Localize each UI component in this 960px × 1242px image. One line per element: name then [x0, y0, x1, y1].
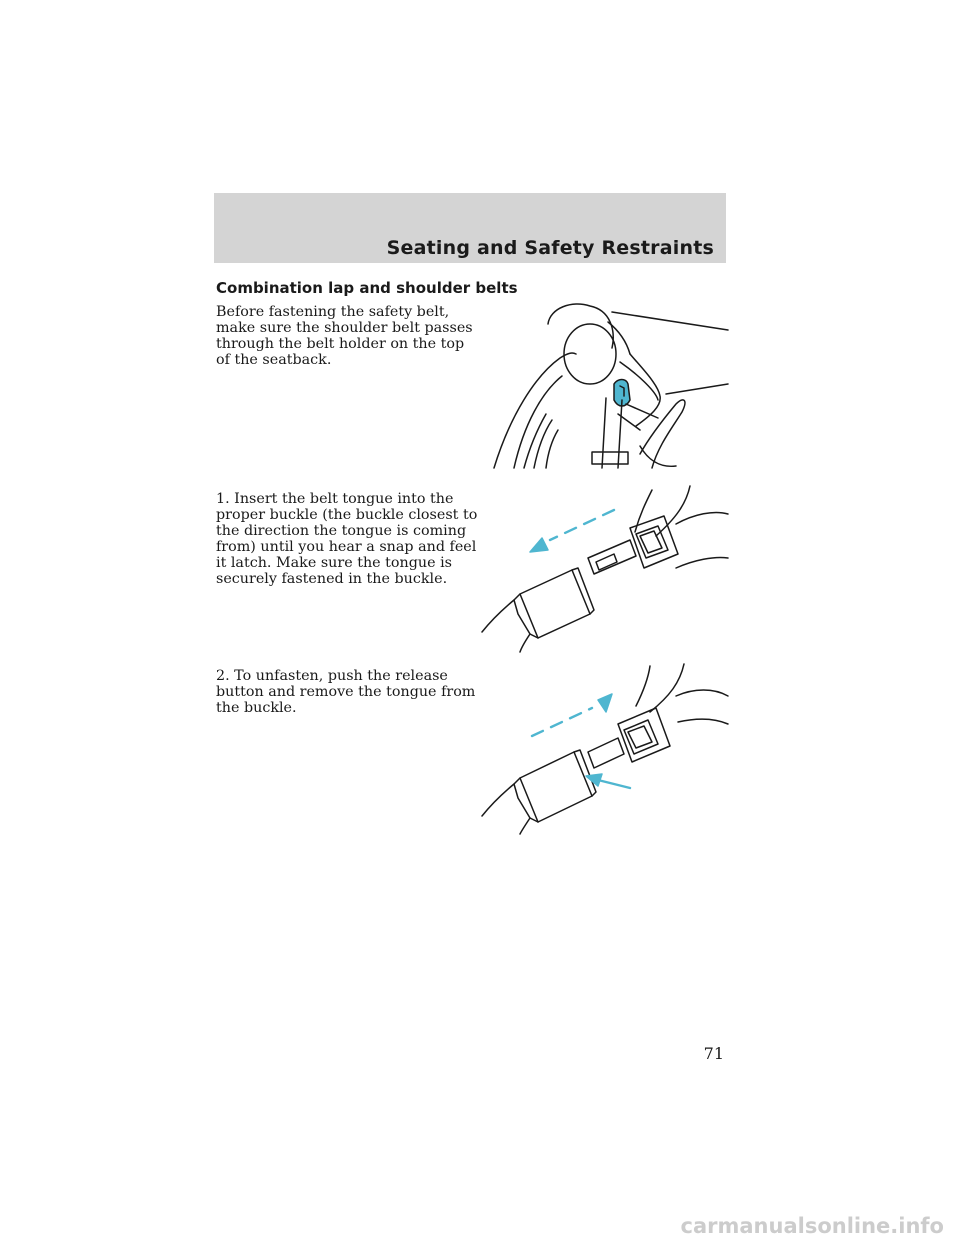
- watermark-text: carmanualsonline.info: [680, 1214, 944, 1238]
- text-line: proper buckle (the buckle closest to: [216, 507, 478, 523]
- buckle-insert-illustration: [480, 484, 730, 654]
- text-line: button and remove the tongue from: [216, 684, 476, 700]
- text-line: from) until you hear a snap and feel: [216, 539, 477, 555]
- section-title: Seating and Safety Restraints: [386, 237, 714, 259]
- text-line: the buckle.: [216, 700, 297, 716]
- text-line: 2. To unfasten, push the release: [216, 668, 448, 684]
- text-line: through the belt holder on the top: [216, 336, 465, 352]
- section-header-band: [214, 193, 726, 263]
- text-line: it latch. Make sure the tongue is: [216, 555, 453, 571]
- paragraph-fasten-step: [216, 491, 478, 587]
- text-line: securely fastened in the buckle.: [216, 571, 448, 587]
- text-line: the direction the tongue is coming: [216, 523, 467, 539]
- buckle-release-illustration: [480, 660, 730, 835]
- paragraph-belt-holder: [216, 304, 478, 368]
- text-line: of the seatback.: [216, 352, 332, 368]
- seat-belt-holder-illustration: [490, 296, 730, 471]
- text-line: make sure the shoulder belt passes: [216, 320, 473, 336]
- paragraph-unfasten-step: [216, 668, 478, 716]
- page-number: 71: [703, 1044, 724, 1063]
- text-line: Before fastening the safety belt,: [216, 304, 450, 320]
- subsection-heading: Combination lap and shoulder belts: [216, 279, 518, 297]
- text-line: 1. Insert the belt tongue into the: [216, 491, 454, 507]
